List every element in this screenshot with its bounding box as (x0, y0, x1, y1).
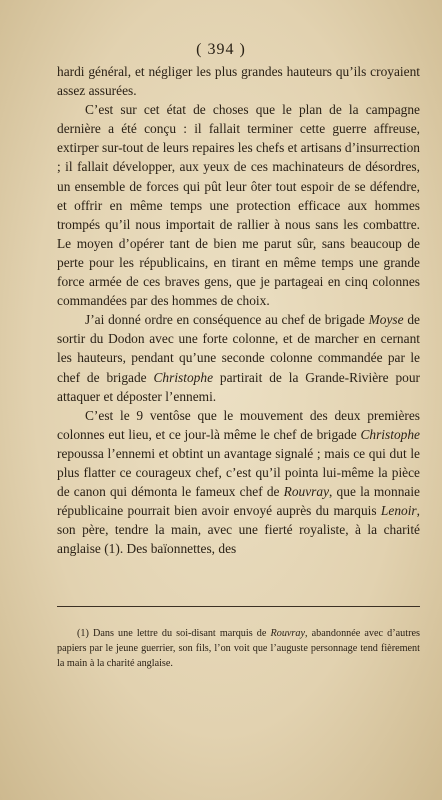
text-run: partirait de la Grande-Rivière pour attaquer et déposter l’ennemi. (57, 369, 420, 404)
text-run: , son père, tendre la main, avec une fierté royaliste, à la charité anglaise (1). Des baïonnettes, des (57, 503, 420, 557)
text-run: C’est le 9 ventôse que le mouvement des deux premières colonnes eut lieu, et ce jour-là même le chef de brigade (57, 407, 420, 442)
text-run: J’ai donné ordre en conséquence au chef de brigade (85, 312, 369, 328)
italic-text: Christophe (153, 369, 214, 385)
text-run: , que la monnaie républicaine pourrait bien avoir envoyé auprès du marquis (57, 484, 421, 519)
footnote-paragraph (57, 626, 420, 671)
text-run: de sortir du Dodon avec une forte colonne, et de marcher en cernant les hauteurs, pendant qu’une seconde colonne commandée par le chef de brigade (57, 312, 420, 385)
paragraph (57, 62, 420, 100)
body-text (57, 62, 420, 558)
footnote-divider (57, 606, 420, 607)
italic-text: Christophe (360, 426, 420, 442)
paragraph (57, 406, 420, 559)
footnote (57, 626, 420, 671)
text-run: repoussa l’ennemi et obtint un avantage signalé ; mais ce qui dut le plus flatter ce courageux chef, c’est qu’il pointa lui-même la pièce de canon qui démonta le fameux chef de (57, 445, 420, 500)
text-run: hardi général, et négliger les plus grandes hauteurs qu’ils croyaient assez assurées. (57, 64, 420, 99)
paragraph (57, 100, 420, 310)
text-run: C’est sur cet état de choses que le plan de la campagne dernière a été conçu : il fallait terminer cette guerre affreuse, extirper sur-tout de leurs repaires les chefs et artisans d’insurrection ; il fallait développer, aux yeux de ces machinateurs de désordres, un ensemble de forces qui pût leur ôter tout espoir de se défendre, et offrir en même temps une protection efficace aux hommes trompés qu’il nous importait de rallier à nous sans les combattre. Le moyen d’opérer tant de bien me parut sûr, sans beaucoup de perte pour les républicains, en tirant en même temps une grande force armée de ces braves gens, que je partageai en cinq colonnes commandées par des hommes de choix. (57, 102, 421, 309)
italic-text: Moyse (368, 312, 404, 328)
page-number: ( 394 ) (196, 41, 246, 58)
text-run: , abandonnée avec d’autres papiers par le jeune guerrier, son fils, l’on voit que l’auguste personnage tend fièrement la main à la charité anglaise. (57, 628, 420, 669)
italic-text: Rouvray (270, 628, 306, 639)
italic-text: Rouvray (283, 484, 330, 500)
text-run: (1) Dans une lettre du soi-disant marquis de (77, 628, 271, 639)
paragraph (57, 310, 420, 405)
italic-text: Lenoir (380, 503, 417, 519)
